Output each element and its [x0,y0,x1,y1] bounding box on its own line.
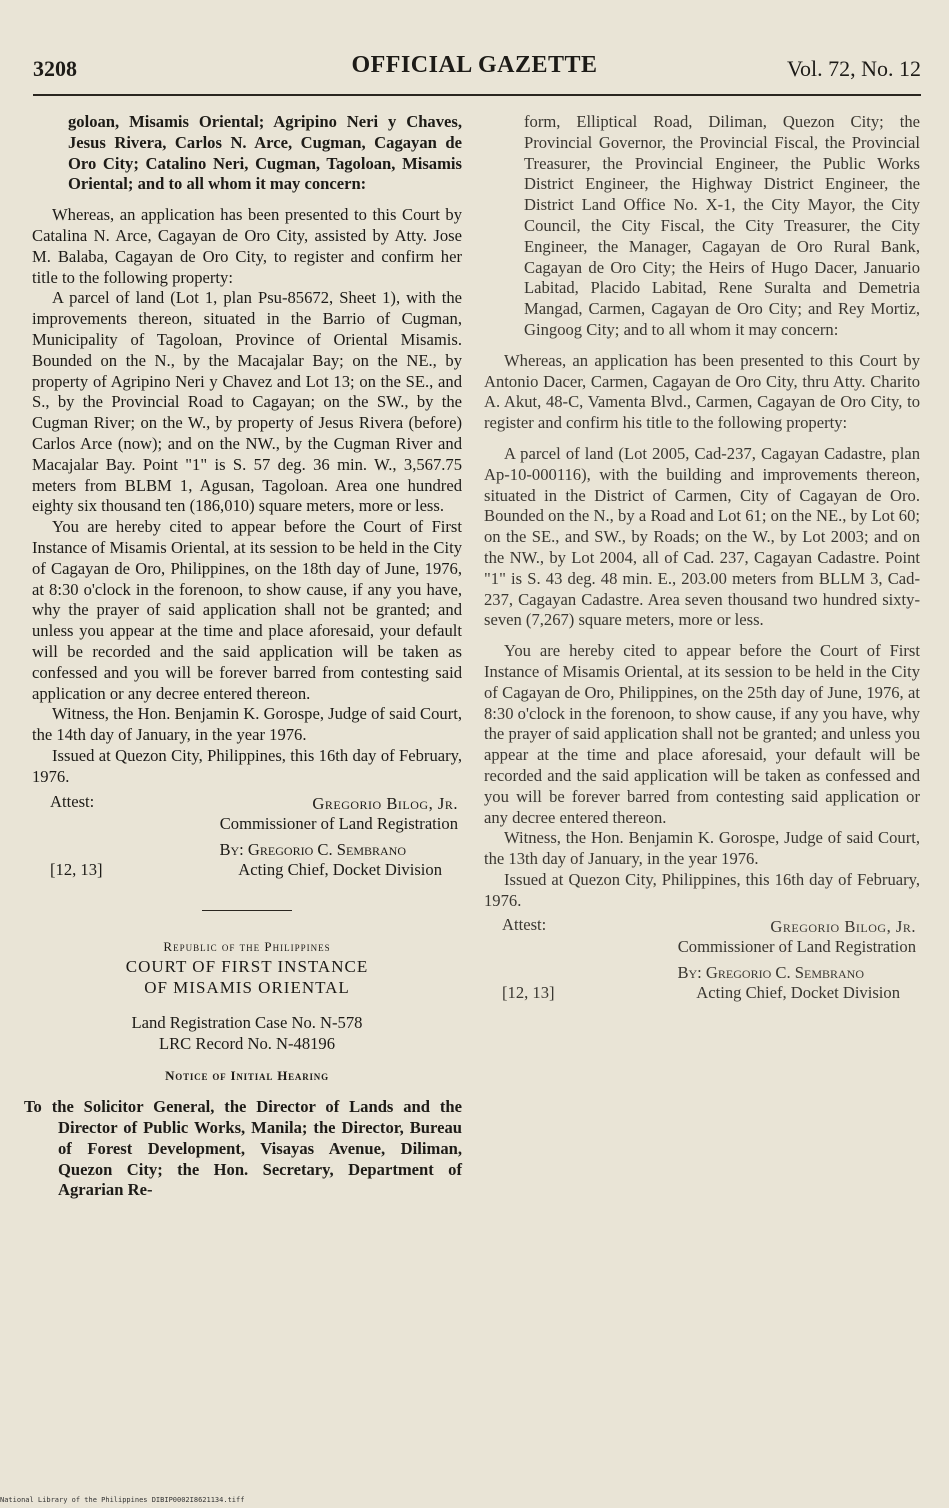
header-rule [33,94,921,96]
parcel-description-right: A parcel of land (Lot 2005, Cad-237, Cagayan Cadastre, plan Ap-10-000116), with the building and improvements thereon, situated in the District of Carmen, City of Cagayan de Oro. Bounded on the N., by a Road and Lot 61; on the NE., by Lot 60; on the SE., and SW., by Roads; on the W., by Lot 2003; and on the NW., by Lot 2004, all of Cad. 237, Cagayan Cadastre. Point "1" is S. 43 deg. 48 min. E., 203.00 meters from BLLM 3, Cad-237, Cagayan Cadastre. Area seven thousand two hundred sixty-seven (7,267) square meters, more or less. [484,443,920,630]
to-addressees: To the Solicitor General, the Director of Lands and the Director of Public Works, Manila; the Director, Bureau of Forest Development, Visayas Avenue, Diliman, Quezon City; the Hon. Secretary, Department of Agrarian Re- [24,1097,462,1200]
signature-block-right [484,915,920,1007]
parcel-description: A parcel of land (Lot 1, plan Psu-85672, Sheet 1), with the improvements thereon, situated in the Barrio of Cugman, Municipality of Tagoloan, Province of Oriental Misamis. Bounded on the N., by the Macajalar Bay; on the NE., by property of Agripino Neri y Chavez and Lot 13; on the SE., and S., by the Provincial Road to Cagayan; on the SW., by the Cugman River; on the W., by property of Jesus Rivera (before) Carlos Arce (now); and on the NW., by the Cugman River and Macajalar Bay. Point "1" is S. 57 deg. 36 min. W., 3,567.75 meters from BLBM 1, Agusan, Tagoloan. Area one hundred eighty six thousand ten (186,010) square meters, more or less. [32,288,462,516]
citation-paragraph: You are hereby cited to appear before the Court of First Instance of Misamis Oriental, at its session to be held in the City of Cagayan de Oro, Philippines, on the 18th day of June, 1976, at 8:30 o'clock in the forenoon, to show cause, if any you have, why the prayer of said application shall not be granted; and unless you appear at the time and place aforesaid, your default will be recorded and the said application will be taken as confessed and you will be forever barred from contesting said application or any decree entered thereon. [32,517,462,703]
republic-heading: Republic of the Philippines [163,938,331,954]
page-header [0,0,949,100]
lrc-record-number: LRC Record No. N-48196 [158,1033,336,1053]
section-divider [202,910,292,911]
page-number: 3208 [33,56,77,81]
whereas-paragraph-right: Whereas, an application has been presented to this Court by Antonio Dacer, Carmen, Cagayan de Oro City, thru Atty. Charito A. Akut, 48-C, Vamenta Blvd., Carmen, Cagayan de Oro City, to register and confirm his title to the following property: [484,350,920,433]
court-heading: COURT OF FIRST INSTANCE [125,957,369,977]
issue-reference: [12, 13] [50,859,103,879]
commissioner-title: Commissioner of Land Registration [219,813,458,833]
case-number: Land Registration Case No. N-578 [131,1012,363,1032]
signature-block [32,792,462,884]
commissioner-name-right: Gregorio Bilog, Jr. [770,917,916,937]
acting-chief-title: Acting Chief, Docket Division [238,859,442,879]
province-heading: OF MISAMIS ORIENTAL [144,978,350,998]
publication-title: OFFICIAL GAZETTE [351,52,598,78]
witness-paragraph-right: Witness, the Hon. Benjamin K. Gorospe, Judge of said Court, the 13th day of January, in the year 1976. [484,828,920,869]
issued-paragraph: Issued at Quezon City, Philippines, this 16th day of February, 1976. [32,745,462,786]
volume-label: Vol. 72, No. 12 [786,56,921,81]
commissioner-name: Gregorio Bilog, Jr. [312,793,458,813]
attest-label: Attest: [50,791,95,811]
right-column [484,112,920,1007]
attest-label-right: Attest: [502,915,547,935]
issue-reference-right: [12, 13] [502,983,555,1003]
left-column [24,112,462,1201]
whereas-paragraph: Whereas, an application has been presented to this Court by Catalina N. Arce, Cagayan de Oro City, assisted by Atty. Jose M. Balaba, Cagayan de Oro City, to register and confirm her title to the following property: [32,205,462,287]
addressees-continued-right: form, Elliptical Road, Diliman, Quezon City; the Provincial Governor, the Provincial Fiscal, the Provincial Treasurer, the Provincial Engineer, the Public Works District Engineer, the Highway District Engineer, the District Land Office No. X-1, the City Mayor, the City Council, the City Fiscal, the City Treasurer, the City Engineer, the Manager, Cagayan de Oro Rural Bank, Cagayan de Oro City; the Heirs of Hugo Dacer, Januario Labitad, Placido Labitad, Rene Suralta and Demetria Mangad, Carmen, Cagayan de Oro City; and Rey Mortiz, Gingoog City; and to all whom it may concern: [524,112,920,339]
citation-paragraph-right: You are hereby cited to appear before the Court of First Instance of Misamis Oriental, at its session to be held in the City of Cagayan de Oro, Philippines, on the 25th day of June, 1976, at 8:30 o'clock in the forenoon, to show cause, if any you have, why the prayer of said application shall not be granted; and unless you appear at the time and place aforesaid, your default will be recorded and the said application will be taken as confessed and you will be forever barred from contesting said application or any decree entered thereon. [484,641,920,827]
addressees-continued: goloan, Misamis Oriental; Agripino Neri y Chaves, Jesus Rivera, Carlos N. Arce, Cugman, Cagayan de Oro City; Catalino Neri, Cugman, Tagoloan, Misamis Oriental; and to all whom it may concern: [68,112,462,194]
acting-chief-title-right: Acting Chief, Docket Division [696,983,900,1003]
by-signatory: By: Gregorio C. Sembrano [219,839,406,859]
scan-footer: National Library of the Philippines DIBIP0002I8621134.tiff [0,1496,245,1504]
issued-paragraph-right: Issued at Quezon City, Philippines, this 16th day of February, 1976. [484,869,920,910]
by-signatory-right: By: Gregorio C. Sembrano [677,963,864,983]
witness-paragraph: Witness, the Hon. Benjamin K. Gorospe, Judge of said Court, the 14th day of January, in the year 1976. [32,704,462,745]
notice-title: Notice of Initial Hearing [165,1068,329,1084]
commissioner-title-right: Commissioner of Land Registration [677,937,916,957]
